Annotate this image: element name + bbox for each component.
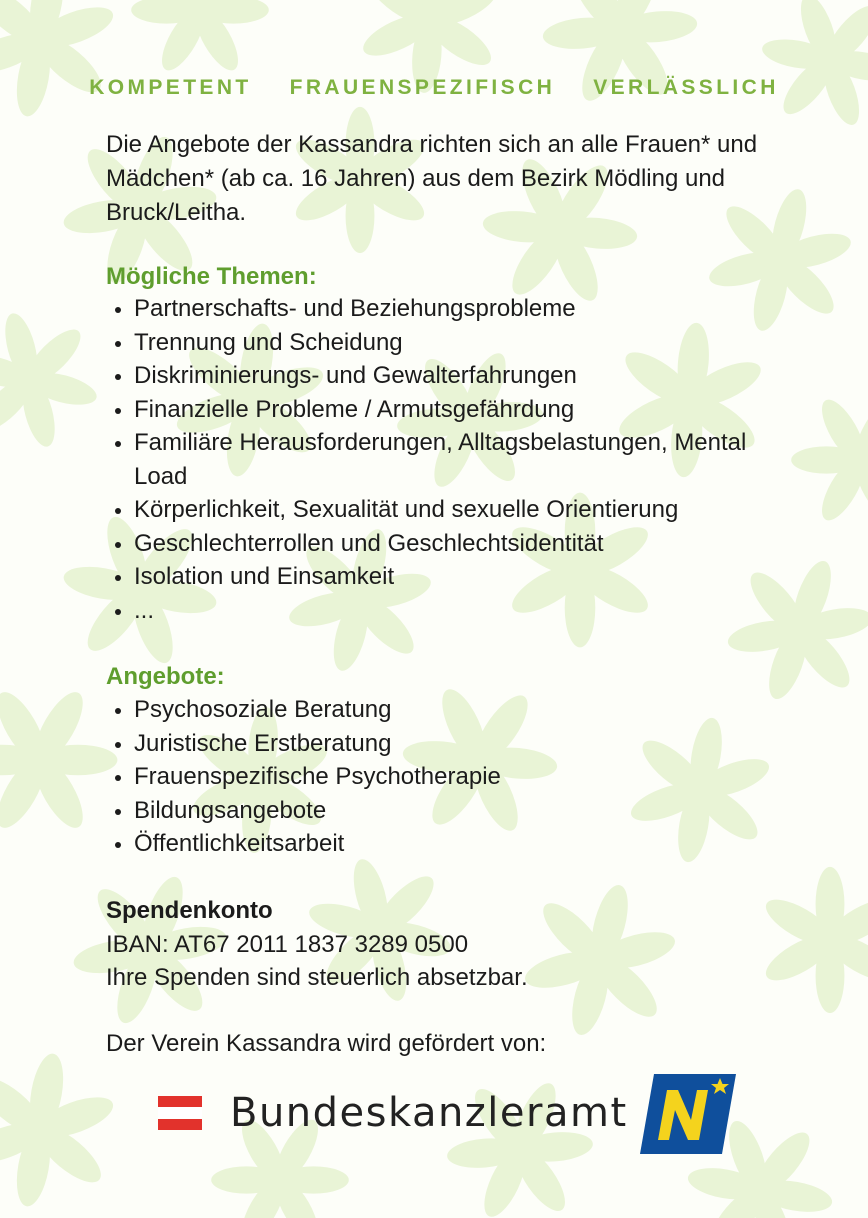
tagline [0,76,868,100]
list-item: Öffentlichkeitsarbeit [106,827,806,861]
spenden-block [106,894,528,995]
niederoesterreich-logo-icon [640,1070,736,1158]
list-item: ... [106,594,806,628]
list-item: Psychosoziale Beratung [106,693,806,727]
list-item: Bildungsangebote [106,794,806,828]
spenden-heading: Spendenkonto [106,897,273,924]
tagline-word: FRAUENSPEZIFISCH [289,76,556,99]
iban-text: IBAN: AT67 2011 1837 3289 0500 [106,930,469,958]
funding-text: Der Verein Kassandra wird gefördert von: [106,1030,547,1057]
list-item: Finanzielle Probleme / Armutsgefährdung [106,393,806,427]
list-item: Familiäre Herausforderungen, Alltagsbelastungen, Mental Load [106,426,754,493]
list-item: Juristische Erstberatung [106,727,806,761]
list-item: Diskriminierungs- und Gewalterfahrungen [106,359,806,393]
bundeskanzleramt-logo [158,1090,628,1136]
angebote-list [106,693,806,861]
list-item: Partnerschafts- und Beziehungsprobleme [106,292,806,326]
themen-list [106,292,806,627]
spenden-note: Ihre Spenden sind steuerlich absetzbar. [106,964,528,991]
list-item: Isolation und Einsamkeit [106,560,806,594]
list-item: Frauenspezifische Psychotherapie [106,760,806,794]
list-item: Geschlechterrollen und Geschlechtsidentität [106,527,806,561]
list-item: Trennung und Scheidung [106,326,806,360]
angebote-heading: Angebote: [106,663,225,690]
bundeskanzleramt-wordmark: Bundeskanzleramt [230,1090,628,1136]
list-item: Körperlichkeit, Sexualität und sexuelle Orientierung [106,493,806,527]
themen-heading: Mögliche Themen: [106,263,317,290]
intro-text: Die Angebote der Kassandra richten sich an alle Frauen* und Mädchen* (ab ca. 16 Jahren) aus dem Bezirk Mödling und Bruck/Leitha. [106,131,758,226]
tagline-word: VERLÄSSLICH [593,76,779,99]
tagline-word: KOMPETENT [89,76,252,99]
austria-flag-icon [158,1096,202,1130]
